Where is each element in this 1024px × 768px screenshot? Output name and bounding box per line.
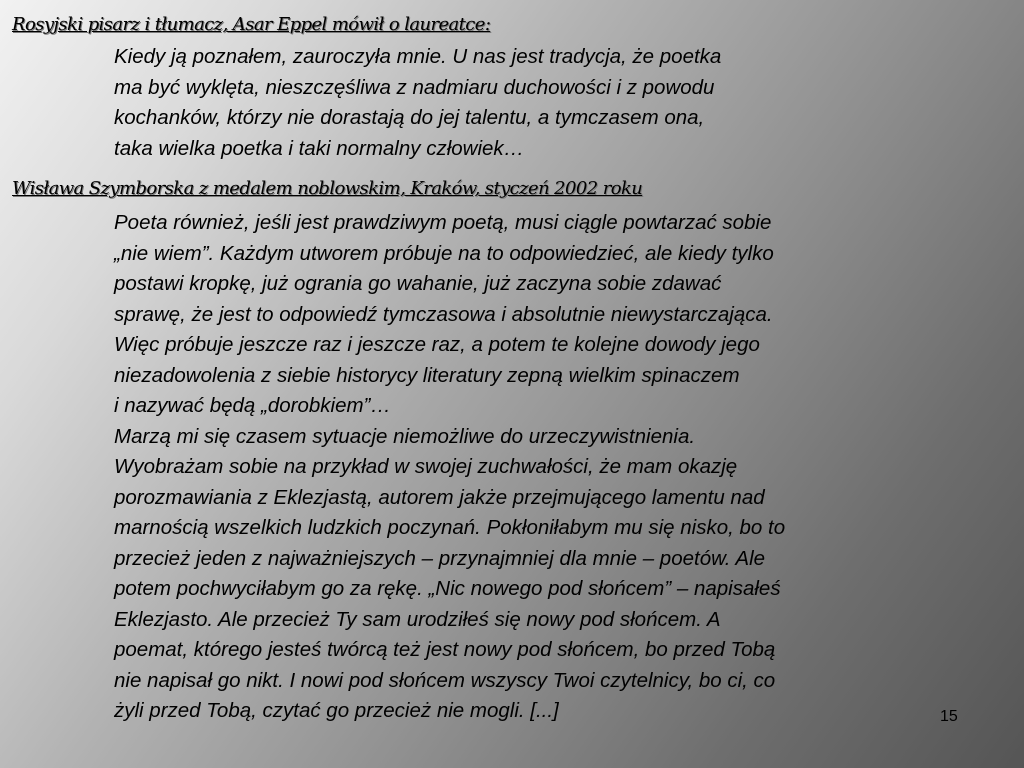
quote-line: Więc próbuje jeszcze raz i jeszcze raz, a potem te kolejne dowody jego xyxy=(114,333,760,356)
quote-line: potem pochwyciłabym go za rękę. „Nic nowego pod słońcem” – napisałeś xyxy=(114,577,781,600)
quote-line: niezadowolenia z siebie historycy literatury zepną wielkim spinaczem xyxy=(114,363,740,387)
section-heading-eppel: Rosyjski pisarz i tłumacz, Asar Eppel mówił o laureatce: xyxy=(12,14,491,35)
quote-line: poemat, którego jesteś twórcą też jest nowy pod słońcem, bo przed Tobą xyxy=(114,638,776,661)
quote-line: i nazywać będą „dorobkiem”… xyxy=(114,394,391,417)
quote-line: sprawę, że jest to odpowiedź tymczasowa i absolutnie niewystarczająca. xyxy=(114,302,773,326)
quote-line: „nie wiem”. Każdym utworem próbuje na to odpowiedzieć, ale kiedy tylko xyxy=(114,241,774,265)
quote-line: Kiedy ją poznałem, zauroczyła mnie. U nas jest tradycja, że poetka xyxy=(114,45,722,68)
section-heading-szymborska: Wisława Szymborska z medalem noblowskim, Kraków, styczeń 2002 roku xyxy=(12,178,643,199)
quote-szymborska xyxy=(114,208,994,727)
quote-line: porozmawiania z Eklezjastą, autorem jakże przejmującego lamentu nad xyxy=(114,485,765,509)
quote-eppel xyxy=(114,42,994,164)
quote-line: Poeta również, jeśli jest prawdziwym poetą, musi ciągle powtarzać sobie xyxy=(114,211,772,234)
quote-line: ma być wyklęta, nieszczęśliwa z nadmiaru duchowości i z powodu xyxy=(114,75,715,99)
quote-line: postawi kropkę, już ogrania go wahanie, już zaczyna sobie zdawać xyxy=(114,272,722,295)
quote-line: marnością wszelkich ludzkich poczynań. Pokłoniłabym mu się nisko, bo to xyxy=(114,516,786,539)
quote-line: żyli przed Tobą, czytać go przecież nie mogli. [...] xyxy=(114,699,559,722)
quote-line: Eklezjasto. Ale przecież Ty sam urodziłeś się nowy pod słońcem. A xyxy=(114,607,721,631)
quote-line: Marzą mi się czasem sytuacje niemożliwe do urzeczywistnienia. xyxy=(114,424,696,448)
quote-line: kochanków, którzy nie dorastają do jej talentu, a tymczasem ona, xyxy=(114,106,705,129)
quote-line: nie napisał go nikt. I nowi pod słońcem wszyscy Twoi czytelnicy, bo ci, co xyxy=(114,668,776,692)
quote-line: Wyobrażam sobie na przykład w swojej zuchwałości, że mam okazję xyxy=(114,455,738,478)
slide-number: 15 xyxy=(940,708,958,725)
quote-line: taka wielka poetka i taki normalny człowiek… xyxy=(114,136,525,160)
quote-line: przecież jeden z najważniejszych – przynajmniej dla mnie – poetów. Ale xyxy=(114,546,766,570)
